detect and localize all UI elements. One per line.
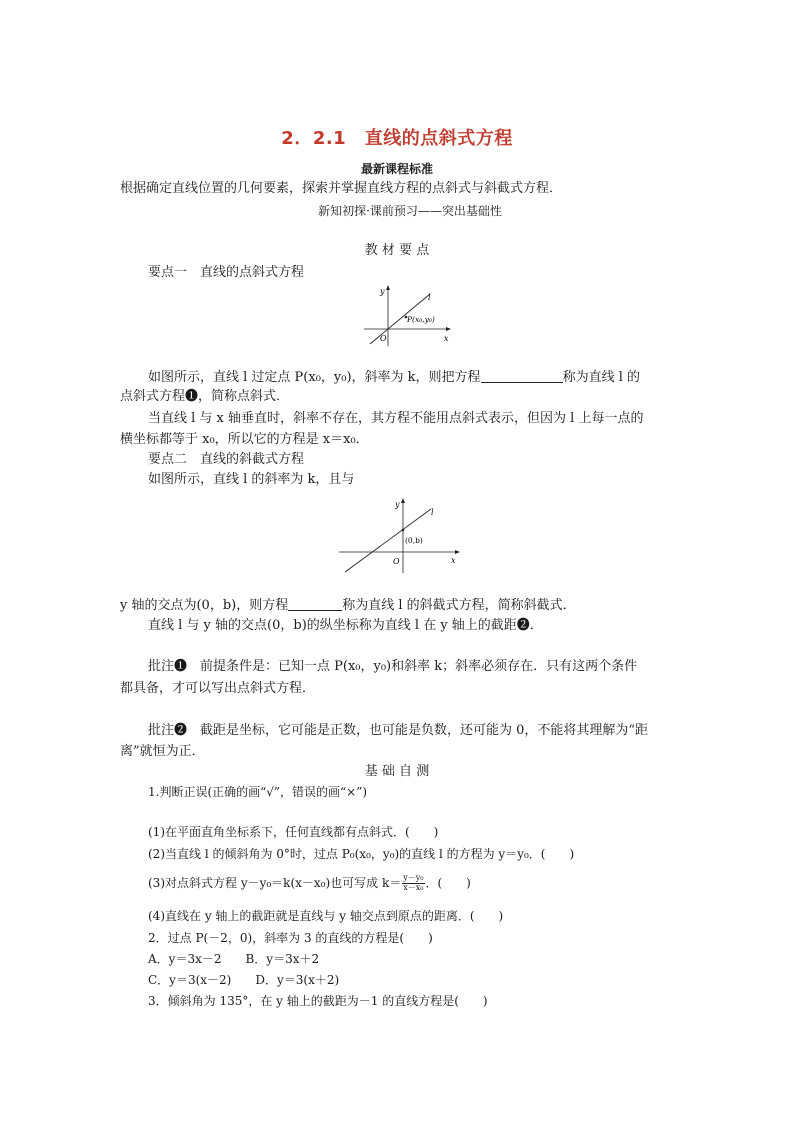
note1-line2: 都具备，才可以写出点斜式方程． <box>120 681 316 696</box>
section-preview: 新知初探·课前预习——突出基础性 <box>318 204 502 218</box>
fig2-point-label: (0,b) <box>405 536 423 545</box>
question-2-options-cd: C．y＝3(x－2) D．y＝3(x＋2) <box>148 973 340 987</box>
p3-line1: 如图所示，直线 l 的斜率为 k，且与 <box>148 472 355 487</box>
point2-heading: 要点二 直线的斜截式方程 <box>148 452 305 467</box>
p4-line1-end: 称为直线 l 的斜截式方程，简称斜截式． <box>342 598 576 613</box>
intercept-point <box>402 529 405 532</box>
fig2-origin-label: O <box>393 557 400 566</box>
question-1-4: (4)直线在 y 轴上的截距就是直线与 y 轴交点到原点的距离．( ) <box>148 909 504 923</box>
question-1-1: (1)在平面直角坐标系下，任何直线都有点斜式．( ) <box>148 825 439 839</box>
question-1-3 <box>148 874 471 893</box>
selftest-heading: 基 础 自 测 <box>364 764 430 779</box>
slope-intercept-figure <box>337 495 463 575</box>
p2-line1: 当直线 l 与 x 轴垂直时，斜率不存在，其方程不能用点斜式表示，但因为 l 上每一点的 <box>148 411 644 426</box>
fig1-y-label: y <box>380 287 385 296</box>
fraction-denominator: x－x₀ <box>403 882 424 892</box>
fraction-numerator: y－y₀ <box>403 873 424 882</box>
question-1-3-end: ．( ) <box>425 876 471 891</box>
question-1-2: (2)当直线 l 的倾斜角为 0°时，过点 P₀(x₀，y₀)的直线 l 的方程为 y＝y₀．( ) <box>148 847 575 861</box>
p2-line2: 横坐标都等于 x₀，所以它的方程是 x＝x₀． <box>120 432 369 447</box>
equation-blank-2[interactable] <box>288 598 342 611</box>
p1-line2: 点斜式方程❶，简称点斜式． <box>120 389 290 404</box>
fig1-x-label: x <box>444 334 449 343</box>
p4-line1 <box>120 598 576 612</box>
fig2-line-label: l <box>431 508 434 517</box>
question-2: 2．过点 P(－2，0)，斜率为 3 的直线的方程是( ) <box>148 931 433 945</box>
question-1: 1.判断正误(正确的画“√”，错误的画“×”) <box>148 785 368 799</box>
note2-line1: 批注❷ 截距是坐标，它可能是正数，也可能是负数，还可能为 0，不能将其理解为“距 <box>148 723 649 738</box>
standard-text: 根据确定直线位置的几何要素，探索并掌握直线方程的点斜式与斜截式方程． <box>120 181 563 196</box>
p1-line1-start: 如图所示，直线 l 过定点 P(x₀，y₀)，斜率为 k，则把方程 <box>148 370 481 385</box>
fig2-x-label: x <box>451 556 456 565</box>
question-3: 3．倾斜角为 135°，在 y 轴上的截距为－1 的直线方程是( ) <box>148 994 488 1008</box>
question-2-options-ab: A．y＝3x－2 B．y＝3x＋2 <box>148 952 320 966</box>
y-axis-arrow-icon <box>386 285 390 290</box>
p4-line2: 直线 l 与 y 轴的交点(0，b)的纵坐标称为直线 l 在 y 轴上的截距❷． <box>148 618 543 633</box>
equation-blank-1[interactable] <box>481 370 563 383</box>
y-axis-arrow-icon <box>401 498 405 503</box>
p1-line1 <box>148 370 640 384</box>
note2-line2: 离”就恒为正． <box>120 744 205 759</box>
textbook-heading: 教 材 要 点 <box>364 243 430 258</box>
fig1-line-label: l <box>428 293 431 302</box>
question-1-3-start: (3)对点斜式方程 y－y₀＝k(x－x₀)也可写成 k＝ <box>148 876 402 891</box>
standard-heading: 最新课程标准 <box>360 162 434 176</box>
p4-line1-start: y 轴的交点为(0，b)，则方程 <box>120 598 289 613</box>
fig2-y-label: y <box>395 500 400 509</box>
point1-heading: 要点一 直线的点斜式方程 <box>148 265 305 280</box>
page-title: 2．2.1 直线的点斜式方程 <box>281 128 513 149</box>
p1-line1-end: 称为直线 l 的 <box>562 370 640 385</box>
note1-line1: 批注❶ 前提条件是：已知一点 P(x₀，y₀)和斜率 k；斜率必须存在．只有这两个条件 <box>148 659 638 674</box>
fig1-point-label: P(x₀,y₀) <box>407 315 435 324</box>
point-slope-figure <box>362 284 452 348</box>
x-axis-arrow-icon <box>455 550 460 554</box>
x-axis-arrow-icon <box>446 327 451 331</box>
fraction <box>402 874 424 893</box>
fig1-origin-label: O <box>380 334 387 343</box>
